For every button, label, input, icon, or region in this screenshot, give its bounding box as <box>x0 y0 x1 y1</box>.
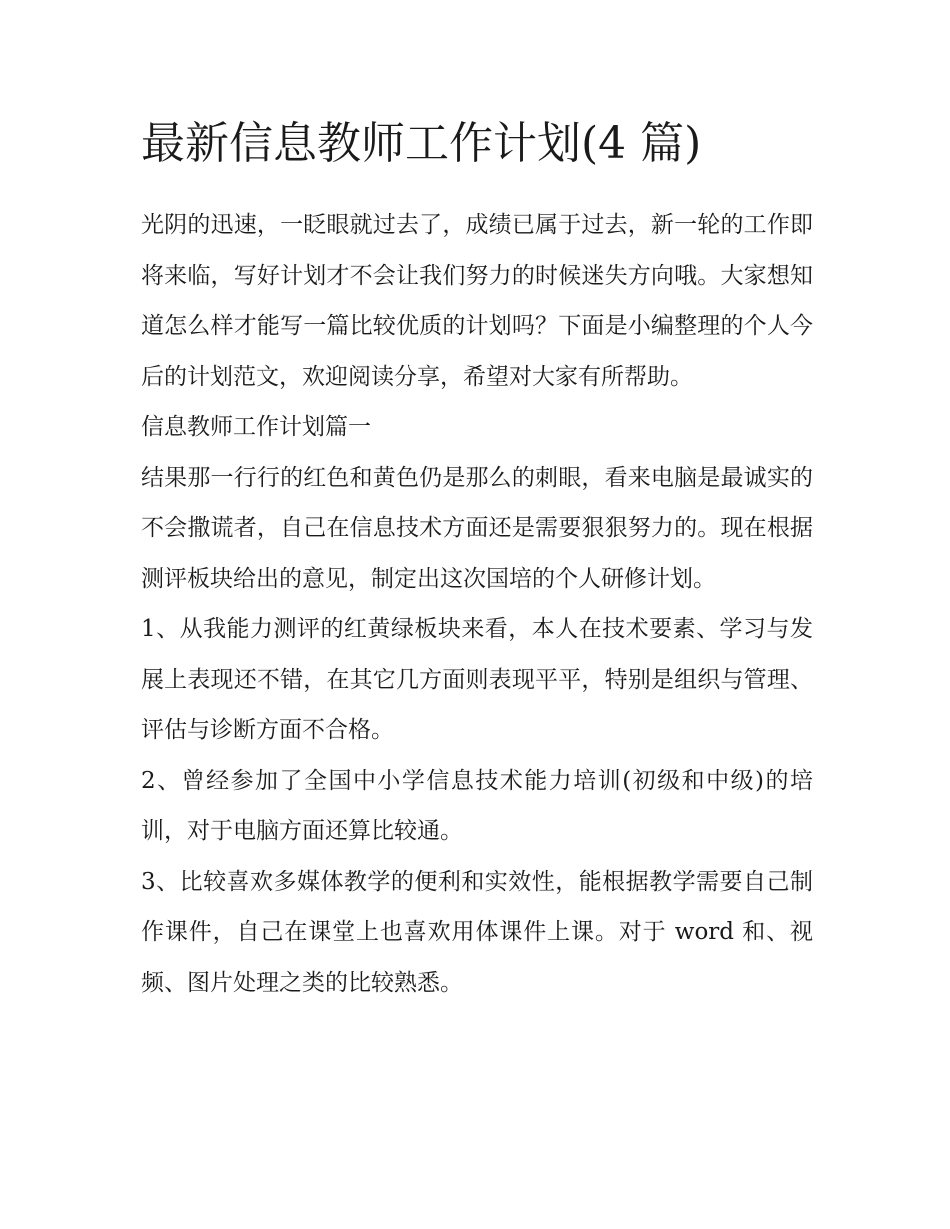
section-heading: 信息教师工作计划篇一 <box>141 414 371 440</box>
body-paragraph: 2、曾经参加了全国中小学信息技术能力培训(初级和中级)的培训，对于电脑方面还算比较通。 <box>141 767 813 844</box>
body-paragraph: 1、从我能力测评的红黄绿板块来看，本人在技术要素、学习与发展上表现还不错，在其它几方面则表现平平，特别是组织与管理、评估与诊断方面不合格。 <box>141 616 813 743</box>
document-body <box>141 112 813 1008</box>
document-title: 最新信息教师工作计划(4 篇) <box>141 118 702 169</box>
body-paragraph: 3、比较喜欢多媒体教学的便利和实效性，能根据教学需要自己制作课件，自己在课堂上也喜欢用体课件上课。对于 word 和、视频、图片处理之类的比较熟悉。 <box>141 868 813 996</box>
intro-paragraph: 光阴的迅速，一眨眼就过去了，成绩已属于过去，新一轮的工作即将来临，写好计划才不会让我们努力的时候迷失方向哦。大家想知道怎么样才能写一篇比较优质的计划吗？下面是小编整理的个人今后的计划范文，欢迎阅读分享，希望对大家有所帮助。 <box>141 212 813 390</box>
body-paragraph: 结果那一行行的红色和黄色仍是那么的刺眼，看来电脑是最诚实的不会撒谎者，自己在信息技术方面还是需要狠狠努力的。现在根据测评板块给出的意见，制定出这次国培的个人研修计划。 <box>141 464 813 592</box>
